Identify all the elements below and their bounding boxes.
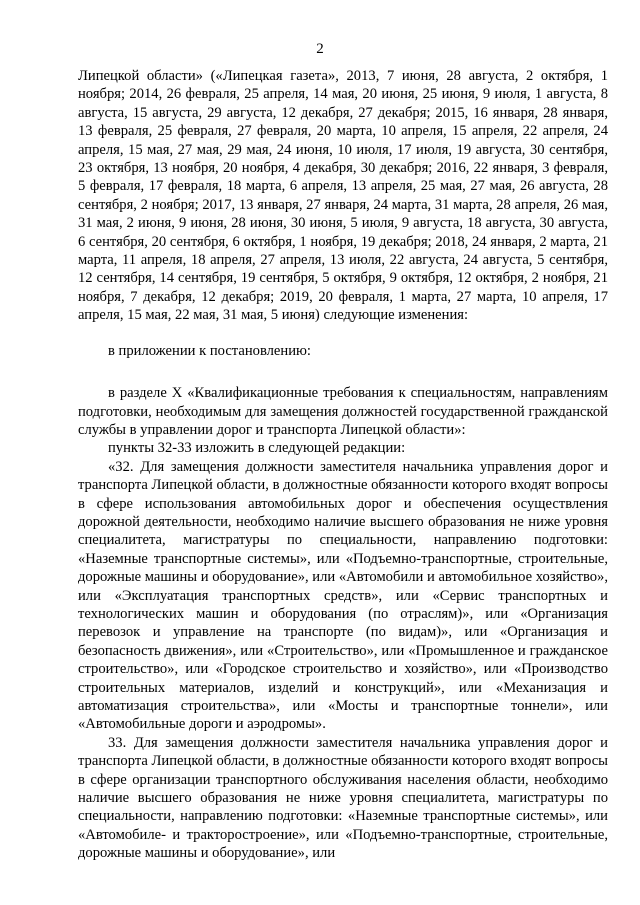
page-number: 2 bbox=[316, 41, 324, 57]
paragraph-resolution-history: Липецкой области» («Липецкая газета», 2013, 7 июня, 28 августа, 2 октября, 1 ноября; 2014, 26 февраля, 25 апреля, 14 мая, 20 июня, 25 июня, 9 июля, 1 августа, 8 августа, 15 августа, 29 августа, 12 декабря, 27 декабря; 2015, 16 января, 28 января, 13 февраля, 25 февраля, 27 февраля, 20 марта, 10 апреля, 15 апреля, 22 апреля, 24 апреля, 15 мая, 27 мая, 29 мая, 24 июня, 10 июля, 17 июля, 19 августа, 30 сентября, 23 октября, 13 ноября, 20 ноября, 4 декабря, 30 декабря; 2016, 22 января, 3 февраля, 5 февраля, 17 февраля, 18 марта, 6 апреля, 13 апреля, 25 мая, 27 мая, 26 августа, 28 сентября, 2 ноября; 2017, 13 января, 27 января, 24 марта, 31 марта, 28 апреля, 26 мая, 31 мая, 2 июня, 9 июня, 28 июня, 30 июня, 5 июля, 9 августа, 18 августа, 30 августа, 6 сентября, 20 сентября, 6 октября, 1 ноября, 19 декабря; 2018, 24 января, 2 марта, 21 марта, 11 апреля, 18 апреля, 27 апреля, 13 июля, 22 августа, 24 августа, 5 сентября, 12 сентября, 14 сентября, 19 сентября, 5 октября, 9 октября, 12 октября, 2 ноября, 21 ноября, 7 декабря, 12 декабря; 2019, 20 февраля, 1 марта, 27 марта, 10 апреля, 17 апреля, 15 мая, 22 мая, 31 мая, 5 июня) следующие изменения: bbox=[78, 68, 608, 324]
paragraph-item-33: 33. Для замещения должности заместителя начальника управления дорог и транспорта Липецкой области, в должностные обязанности которого входят вопросы в сфере организации транспортного обслуживания населения области, необходимо наличие высшего образования не ниже уровня специалитета, магистратуры по специальности, направлению подготовки: «Наземные транспортные системы», или «Автомобиле- и тракторостроение», или «Подъемно-транспортные, строительные, дорожные машины и оборудование», или bbox=[78, 734, 608, 862]
document-body bbox=[78, 67, 608, 863]
paragraph-item-32: «32. Для замещения должности заместителя начальника управления дорог и транспорта Липецкой области, в должностные обязанности которого входят вопросы в сфере использования автомобильных дорог и обеспечения осуществления дорожной деятельности, необходимо наличие высшего образования не ниже уровня специалитета, магистратуры по специальности, направлению подготовки: «Наземные транспортные системы», или «Подъемно-транспортные, строительные, дорожные машины и оборудование», или «Автомобили и автомобильное хозяйство», или «Эксплуатация транспортных средств», или «Сервис транспортных и технологических машин и оборудования (по отраслям)», или «Организация перевозок и управление на транспорте (по видам)», или «Организация и безопасность движения», или «Строительство», или «Промышленное и гражданское строительство», или «Городское строительство и хозяйство», или «Производство строительных материалов, изделий и конструкций», или «Механизация и автоматизация строительства», или «Мосты и транспортные тоннели», или «Автомобильные дороги и аэродромы». bbox=[78, 458, 608, 733]
paragraph-annex: в приложении к постановлению: bbox=[108, 342, 311, 359]
paragraph-section-x: в разделе X «Квалификационные требования к специальностям, направлениям подготовки, необходимым для замещения должностей государственной гражданской службы в управлении дорог и транспорта Липецкой области»: bbox=[78, 385, 608, 438]
paragraph-items-32-33: пункты 32-33 изложить в следующей редакции: bbox=[108, 440, 406, 457]
